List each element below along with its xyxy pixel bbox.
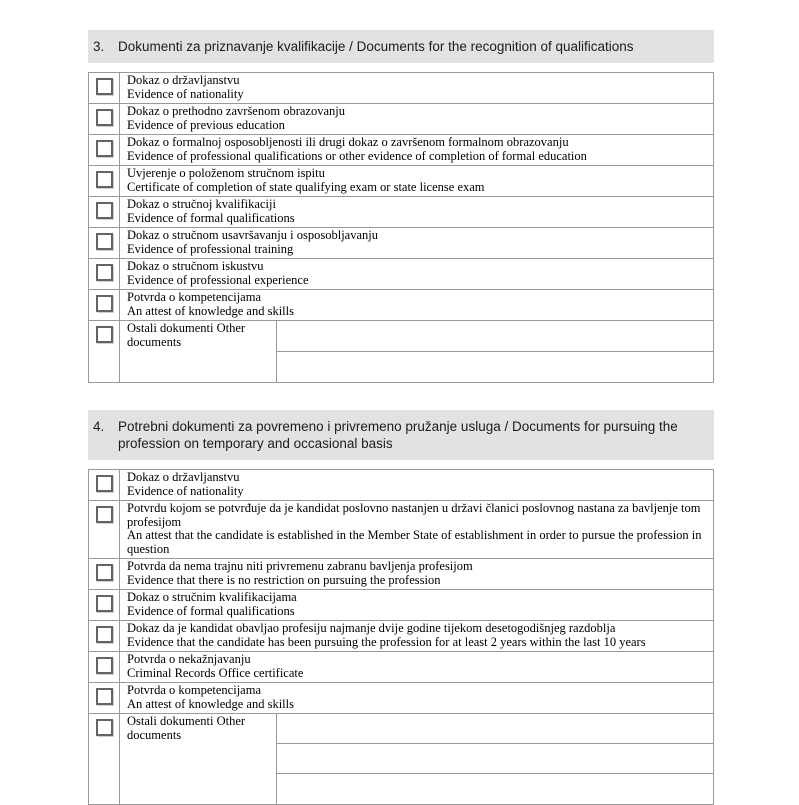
doc-label-hr: Ostali dokumenti bbox=[127, 714, 214, 728]
document-label-cell bbox=[120, 197, 713, 227]
checkbox-cell bbox=[89, 559, 120, 589]
checkbox[interactable] bbox=[96, 626, 113, 643]
table-row bbox=[89, 196, 713, 227]
checkbox-cell bbox=[89, 135, 120, 165]
checkbox[interactable] bbox=[96, 264, 113, 281]
other-documents-row bbox=[89, 713, 713, 804]
doc-label-hr: Dokaz o prethodno završenom obrazovanju bbox=[127, 104, 345, 118]
document-page bbox=[0, 30, 799, 804]
doc-label-en: An attest of knowledge and skills bbox=[127, 696, 294, 711]
section-3-title: Dokumenti za priznavanje kvalifikacije / Documents for the recognition of qualifications bbox=[118, 39, 634, 54]
checkbox[interactable] bbox=[96, 78, 113, 95]
document-label-cell bbox=[120, 501, 713, 558]
doc-label-en: Evidence of formal qualifications bbox=[127, 210, 295, 225]
checkbox-cell bbox=[89, 290, 120, 320]
document-label-cell bbox=[120, 104, 713, 134]
section-4-header bbox=[88, 410, 714, 460]
table-row bbox=[89, 620, 713, 651]
table-row bbox=[89, 134, 713, 165]
other-documents-input-line[interactable] bbox=[277, 744, 713, 774]
other-documents-label-cell bbox=[120, 321, 277, 382]
other-documents-input-line[interactable] bbox=[277, 774, 713, 804]
doc-label-en: Evidence of nationality bbox=[127, 483, 244, 498]
checkbox[interactable] bbox=[96, 326, 113, 343]
other-documents-write-in-area bbox=[277, 714, 713, 804]
checkbox-cell bbox=[89, 621, 120, 651]
document-label-cell bbox=[120, 590, 713, 620]
doc-label-en: Evidence of previous education bbox=[127, 117, 285, 132]
doc-label-hr: Dokaz o državljanstvu bbox=[127, 470, 240, 484]
table-row bbox=[89, 289, 713, 320]
other-documents-row bbox=[89, 320, 713, 382]
checkbox-cell bbox=[89, 104, 120, 134]
doc-label-en: Other documents bbox=[127, 714, 246, 742]
doc-label-en: Criminal Records Office certificate bbox=[127, 665, 304, 680]
doc-label-hr: Potvrda o nekažnjavanju bbox=[127, 652, 251, 666]
checkbox[interactable] bbox=[96, 109, 113, 126]
checkbox[interactable] bbox=[96, 595, 113, 612]
doc-label-hr: Uvjerenje o položenom stručnom ispitu bbox=[127, 166, 325, 180]
section-4-title: Potrebni dokumenti za povremeno i privremeno pružanje usluga / Documents for pursuing the profession on temporary and occasional basis bbox=[118, 419, 678, 451]
table-row bbox=[89, 682, 713, 713]
doc-label-hr: Potvrda o kompetencijama bbox=[127, 290, 261, 304]
other-documents-input-line[interactable] bbox=[277, 352, 713, 383]
checkbox[interactable] bbox=[96, 506, 113, 523]
doc-label-hr: Dokaz o stručnim kvalifikacijama bbox=[127, 590, 297, 604]
section-3-table bbox=[88, 72, 714, 383]
doc-label-en: Certificate of completion of state qualifying exam or state license exam bbox=[127, 179, 485, 194]
section-3-header bbox=[88, 30, 714, 63]
doc-label-en: Evidence that the candidate has been pursuing the profession for at least 2 years within the last 10 years bbox=[127, 634, 646, 649]
document-label-cell bbox=[120, 652, 713, 682]
checkbox[interactable] bbox=[96, 719, 113, 736]
checkbox-cell bbox=[89, 501, 120, 558]
checkbox[interactable] bbox=[96, 657, 113, 674]
doc-label-en: Other documents bbox=[127, 321, 246, 349]
doc-label-hr: Potvrdu kojom se potvrđuje da je kandidat poslovno nastanjen u državi članici poslovnog nastana za bavljenje tom profesijom bbox=[127, 501, 701, 529]
section-4-number: 4. bbox=[93, 419, 105, 434]
doc-label-en: An attest that the candidate is established in the Member State of establishment in order to pursue the profession in question bbox=[127, 528, 702, 556]
table-row bbox=[89, 558, 713, 589]
checkbox-cell bbox=[89, 259, 120, 289]
checkbox-cell bbox=[89, 166, 120, 196]
document-label-cell bbox=[120, 73, 713, 103]
doc-label-en: Evidence of professional qualifications or other evidence of completion of formal education bbox=[127, 148, 587, 163]
doc-label-en: An attest of knowledge and skills bbox=[127, 303, 294, 318]
document-label-cell bbox=[120, 290, 713, 320]
checkbox[interactable] bbox=[96, 295, 113, 312]
checkbox-cell bbox=[89, 470, 120, 500]
checkbox-cell bbox=[89, 714, 120, 804]
checkbox[interactable] bbox=[96, 564, 113, 581]
checkbox-cell bbox=[89, 197, 120, 227]
checkbox[interactable] bbox=[96, 688, 113, 705]
document-label-cell bbox=[120, 166, 713, 196]
doc-label-hr: Dokaz o stručnom iskustvu bbox=[127, 259, 264, 273]
document-label-cell bbox=[120, 683, 713, 713]
table-row bbox=[89, 227, 713, 258]
document-label-cell bbox=[120, 470, 713, 500]
doc-label-en: Evidence that there is no restriction on pursuing the profession bbox=[127, 572, 441, 587]
doc-label-en: Evidence of nationality bbox=[127, 86, 244, 101]
table-row bbox=[89, 500, 713, 558]
table-row bbox=[89, 165, 713, 196]
document-label-cell bbox=[120, 135, 713, 165]
doc-label-hr: Dokaz o državljanstvu bbox=[127, 73, 240, 87]
checkbox-cell bbox=[89, 228, 120, 258]
table-row bbox=[89, 589, 713, 620]
document-label-cell bbox=[120, 559, 713, 589]
doc-label-en: Evidence of professional training bbox=[127, 241, 294, 256]
doc-label-en: Evidence of formal qualifications bbox=[127, 603, 295, 618]
checkbox-cell bbox=[89, 652, 120, 682]
doc-label-hr: Dokaz o formalnoj osposobljenosti ili drugi dokaz o završenom formalnom obrazovanju bbox=[127, 135, 569, 149]
checkbox[interactable] bbox=[96, 475, 113, 492]
table-row bbox=[89, 103, 713, 134]
checkbox[interactable] bbox=[96, 171, 113, 188]
document-label-cell bbox=[120, 228, 713, 258]
doc-label-hr: Dokaz da je kandidat obavljao profesiju najmanje dvije godine tijekom desetogodišnjeg razdoblja bbox=[127, 621, 616, 635]
doc-label-hr: Dokaz o stručnoj kvalifikaciji bbox=[127, 197, 276, 211]
checkbox-cell bbox=[89, 321, 120, 382]
checkbox-cell bbox=[89, 590, 120, 620]
doc-label-hr: Dokaz o stručnom usavršavanju i osposobljavanju bbox=[127, 228, 378, 242]
doc-label-en: Evidence of professional experience bbox=[127, 272, 309, 287]
checkbox-cell bbox=[89, 73, 120, 103]
section-3-number: 3. bbox=[93, 39, 105, 54]
other-documents-input-line[interactable] bbox=[277, 714, 713, 744]
document-label-cell bbox=[120, 621, 713, 651]
table-row bbox=[89, 258, 713, 289]
table-row bbox=[89, 73, 713, 103]
checkbox-cell bbox=[89, 683, 120, 713]
doc-label-hr: Ostali dokumenti bbox=[127, 321, 214, 335]
other-documents-label-cell bbox=[120, 714, 277, 804]
other-documents-input-line[interactable] bbox=[277, 321, 713, 352]
document-label-cell bbox=[120, 259, 713, 289]
doc-label-hr: Potvrda o kompetencijama bbox=[127, 683, 261, 697]
table-row bbox=[89, 470, 713, 500]
table-row bbox=[89, 651, 713, 682]
section-4-table bbox=[88, 469, 714, 805]
checkbox[interactable] bbox=[96, 202, 113, 219]
other-documents-write-in-area bbox=[277, 321, 713, 382]
checkbox[interactable] bbox=[96, 233, 113, 250]
doc-label-hr: Potvrda da nema trajnu niti privremenu zabranu bavljenja profesijom bbox=[127, 559, 473, 573]
checkbox[interactable] bbox=[96, 140, 113, 157]
